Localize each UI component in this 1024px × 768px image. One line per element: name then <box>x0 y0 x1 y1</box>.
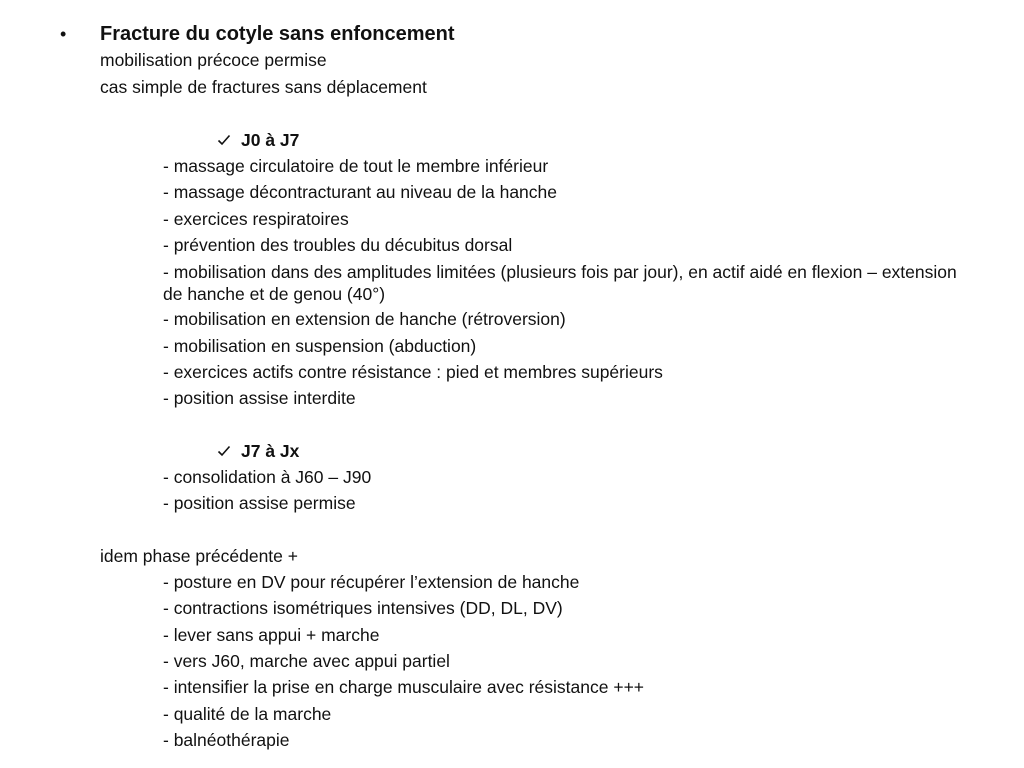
list-item: - qualité de la marche <box>163 704 332 724</box>
intro-line: cas simple de fractures sans déplacement <box>100 77 427 97</box>
list-item: - vers J60, marche avec appui partiel <box>163 651 450 671</box>
slide-title: Fracture du cotyle sans enfoncement <box>100 23 455 45</box>
list-item: - mobilisation dans des amplitudes limitées (plusieurs fois par jour), en actif aidé en flexion – extension de hanche et de genou (40°) <box>163 262 957 304</box>
list-item: - exercices actifs contre résistance : pied et membres supérieurs <box>163 362 663 382</box>
list-item: - consolidation à J60 – J90 <box>163 467 372 487</box>
phase-intro: idem phase précédente + <box>100 546 298 566</box>
list-item: - mobilisation en suspension (abduction) <box>163 336 477 356</box>
intro-line: mobilisation précoce permise <box>100 50 327 70</box>
phase-heading-j7-jx <box>217 440 299 462</box>
phase-label: J0 à J7 <box>241 130 300 150</box>
check-icon <box>217 133 231 147</box>
list-item: - contractions isométriques intensives (DD, DL, DV) <box>163 598 563 618</box>
list-item: - position assise permise <box>163 493 356 513</box>
phase-heading-j0-j7 <box>217 129 299 151</box>
check-icon <box>217 444 231 458</box>
list-item: - posture en DV pour récupérer l’extension de hanche <box>163 572 580 592</box>
list-item: - lever sans appui + marche <box>163 625 380 645</box>
list-item: - intensifier la prise en charge musculaire avec résistance +++ <box>163 677 645 697</box>
list-item: - massage circulatoire de tout le membre inférieur <box>163 156 549 176</box>
list-item: - exercices respiratoires <box>163 209 349 229</box>
list-item: - prévention des troubles du décubitus dorsal <box>163 235 513 255</box>
bullet-marker: • <box>60 24 67 44</box>
list-item: - massage décontracturant au niveau de la hanche <box>163 182 558 202</box>
phase-label: J7 à Jx <box>241 441 300 461</box>
list-item: - mobilisation en extension de hanche (rétroversion) <box>163 309 566 329</box>
list-item: - position assise interdite <box>163 388 356 408</box>
list-item: - balnéothérapie <box>163 730 290 750</box>
